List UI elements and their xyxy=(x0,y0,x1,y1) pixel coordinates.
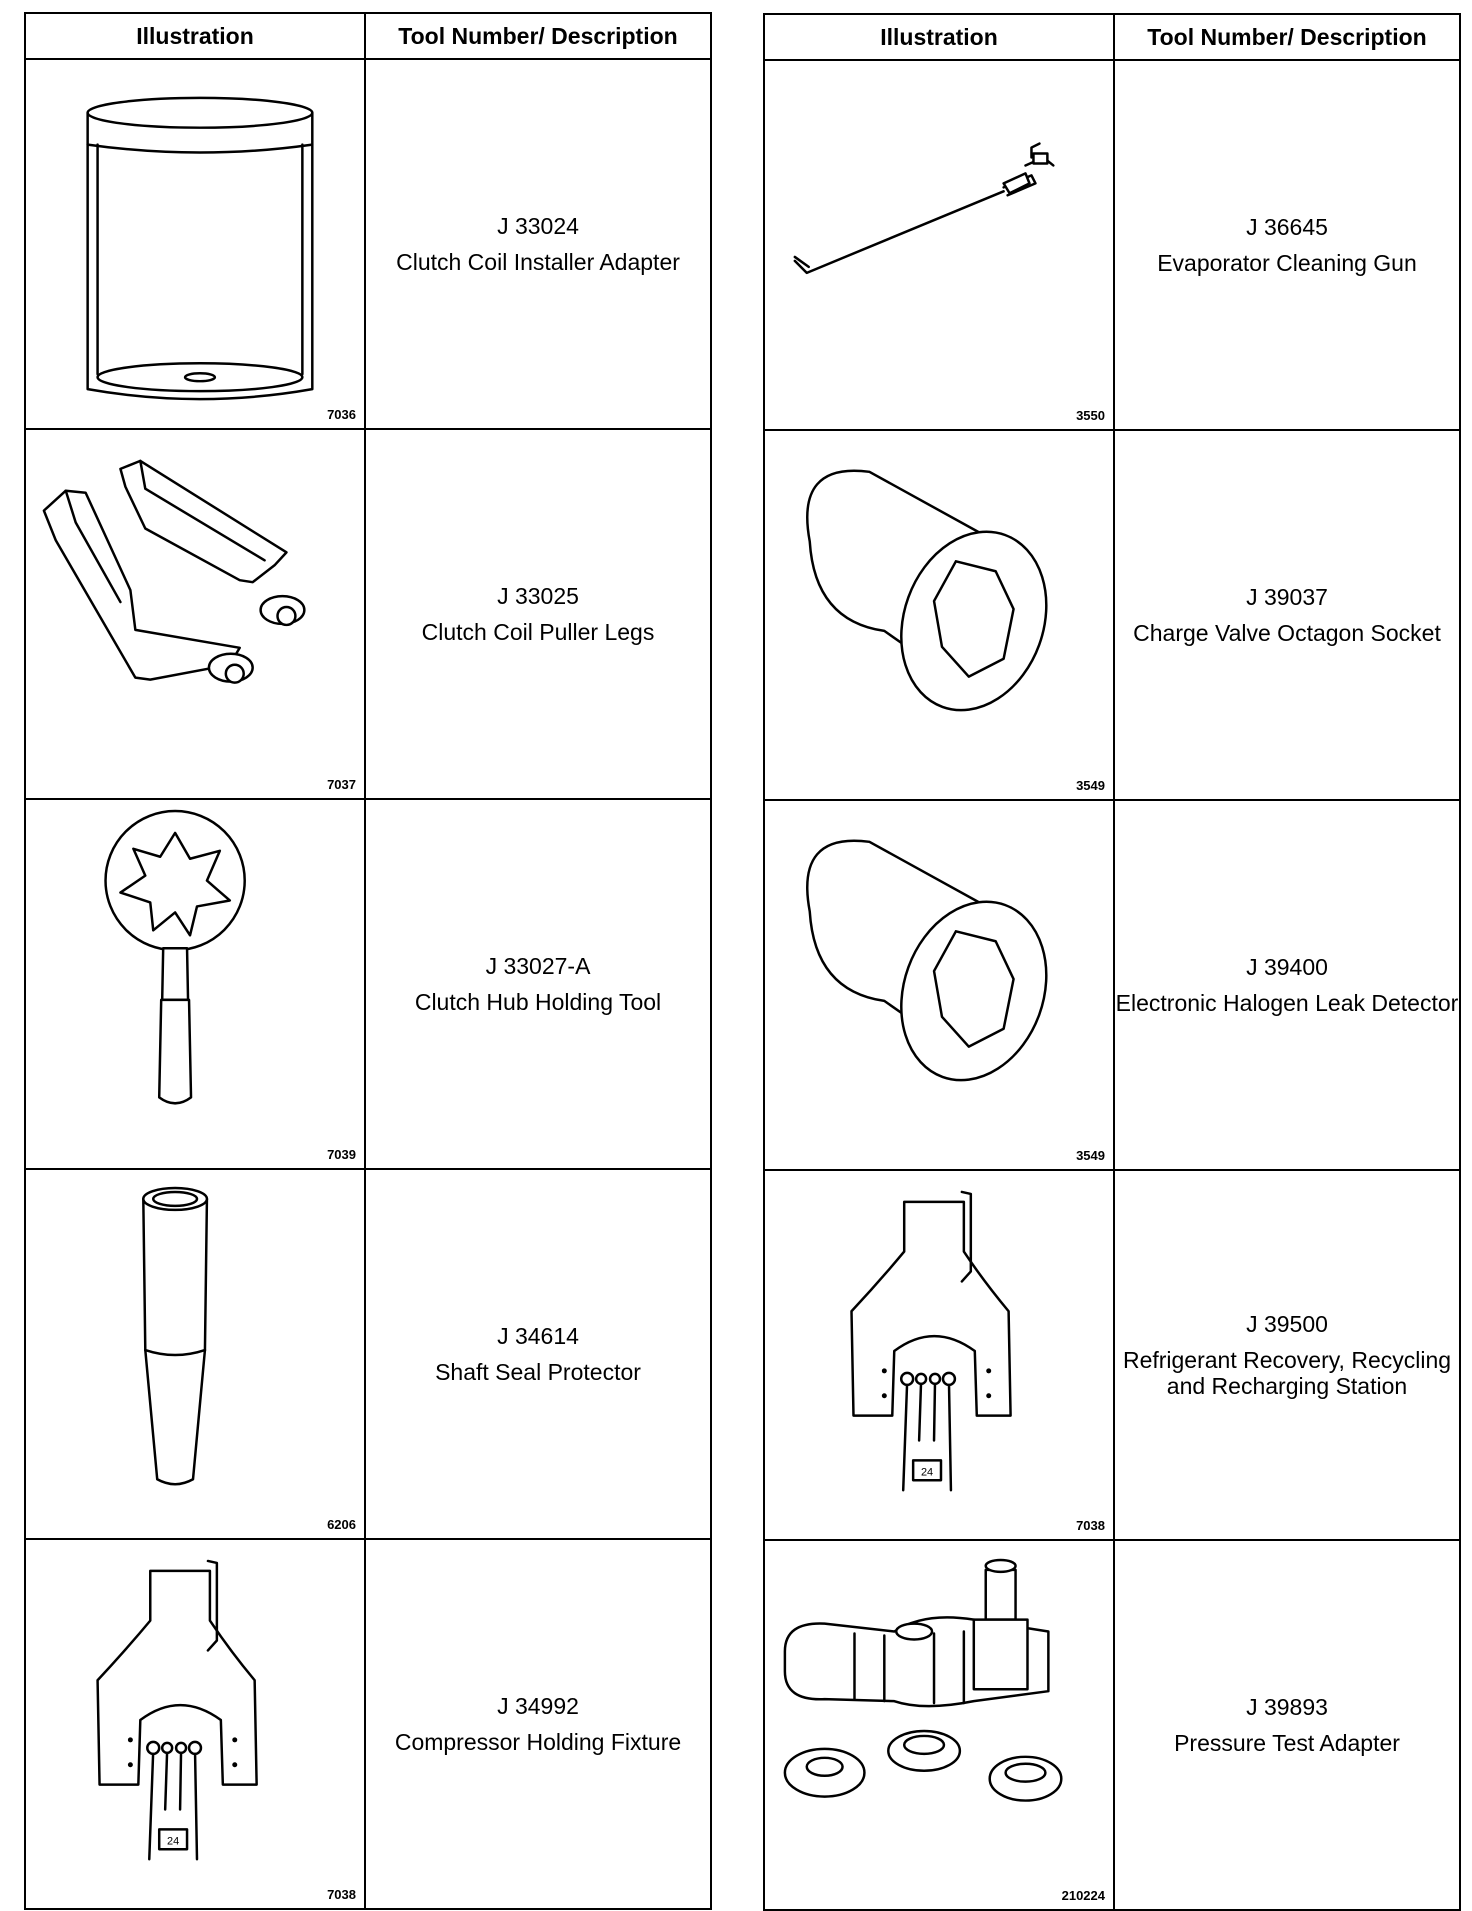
illustration-cell xyxy=(764,1540,1114,1910)
tool-description: Evaporator Cleaning Gun xyxy=(1157,250,1417,276)
tool-number: J 39500 xyxy=(1246,1311,1328,1337)
illustration-cell xyxy=(25,429,365,799)
figure-number: 3550 xyxy=(1076,408,1105,423)
illustration-header: Illustration xyxy=(25,13,365,59)
adapter-cylinder-icon xyxy=(26,60,364,428)
illustration-header: Illustration xyxy=(764,14,1114,60)
illustration-cell xyxy=(764,430,1114,800)
puller-legs-icon xyxy=(26,430,364,798)
table-row xyxy=(764,60,1460,430)
description-cell xyxy=(365,1539,711,1909)
description-cell xyxy=(1114,1170,1460,1540)
figure-number: 6206 xyxy=(327,1517,356,1532)
tool-description: Clutch Coil Installer Adapter xyxy=(396,249,680,275)
description-cell xyxy=(365,429,711,799)
figure-number: 7037 xyxy=(327,777,356,792)
tool-number: J 39037 xyxy=(1246,584,1328,610)
description-cell xyxy=(365,59,711,429)
illustration-cell xyxy=(764,1170,1114,1540)
header-row xyxy=(764,14,1460,60)
svg-text:24: 24 xyxy=(920,1466,934,1479)
tool-table-left xyxy=(24,12,712,1910)
tool-description: Shaft Seal Protector xyxy=(435,1359,641,1385)
description-header: Tool Number/ Description xyxy=(1114,14,1460,60)
description-cell xyxy=(1114,1540,1460,1910)
illustration-cell xyxy=(764,800,1114,1170)
octagon-socket-icon xyxy=(765,801,1113,1169)
tool-description: Refrigerant Recovery, Recycling and Recharging Station xyxy=(1122,1347,1452,1399)
description-header: Tool Number/ Description xyxy=(365,13,711,59)
table-row xyxy=(764,1170,1460,1540)
tool-number: J 34992 xyxy=(497,1693,579,1719)
table-row xyxy=(764,430,1460,800)
svg-text:24: 24 xyxy=(167,1835,180,1848)
table-row xyxy=(25,59,711,429)
header-row xyxy=(25,13,711,59)
description-cell xyxy=(1114,800,1460,1170)
pressure-adapter-icon xyxy=(765,1541,1113,1909)
description-cell xyxy=(365,799,711,1169)
table-row xyxy=(764,800,1460,1170)
octagon-socket-icon xyxy=(765,431,1113,799)
figure-number: 7038 xyxy=(1076,1518,1105,1533)
tool-description: Compressor Holding Fixture xyxy=(394,1729,682,1755)
tool-description: Charge Valve Octagon Socket xyxy=(1133,620,1441,646)
seal-protector-icon xyxy=(26,1170,364,1538)
figure-number: 3549 xyxy=(1076,1148,1105,1163)
holding-fixture-icon xyxy=(765,1171,1113,1539)
illustration-cell xyxy=(25,1539,365,1909)
figure-number: 7039 xyxy=(327,1147,356,1162)
table-row xyxy=(25,799,711,1169)
tool-table-right xyxy=(763,13,1461,1911)
tool-number: J 33024 xyxy=(497,213,579,239)
tool-number: J 34614 xyxy=(497,1323,579,1349)
tool-number: J 36645 xyxy=(1246,214,1328,240)
tool-number: J 33027-A xyxy=(485,953,591,979)
tool-number: J 39893 xyxy=(1246,1694,1328,1720)
illustration-cell xyxy=(764,60,1114,430)
tool-description: Clutch Hub Holding Tool xyxy=(414,989,662,1015)
tool-description: Pressure Test Adapter xyxy=(1174,1730,1400,1756)
illustration-cell xyxy=(25,799,365,1169)
description-cell xyxy=(1114,430,1460,800)
figure-number: 7038 xyxy=(327,1887,356,1902)
description-cell xyxy=(1114,60,1460,430)
illustration-cell xyxy=(25,1169,365,1539)
tool-number: J 39400 xyxy=(1246,954,1328,980)
hub-holding-tool-icon xyxy=(26,800,364,1168)
tool-description: Electronic Halogen Leak Detector xyxy=(1115,990,1459,1016)
table-row xyxy=(25,1539,711,1909)
holding-fixture-icon xyxy=(26,1540,364,1908)
illustration-cell xyxy=(25,59,365,429)
table-row xyxy=(25,429,711,799)
figure-number: 210224 xyxy=(1061,1888,1105,1903)
table-row xyxy=(764,1540,1460,1910)
description-cell xyxy=(365,1169,711,1539)
figure-number: 3549 xyxy=(1076,778,1105,793)
tool-number: J 33025 xyxy=(497,583,579,609)
table-row xyxy=(25,1169,711,1539)
cleaning-gun-icon xyxy=(765,61,1113,429)
tool-description: Clutch Coil Puller Legs xyxy=(421,619,655,645)
figure-number: 7036 xyxy=(327,407,356,422)
